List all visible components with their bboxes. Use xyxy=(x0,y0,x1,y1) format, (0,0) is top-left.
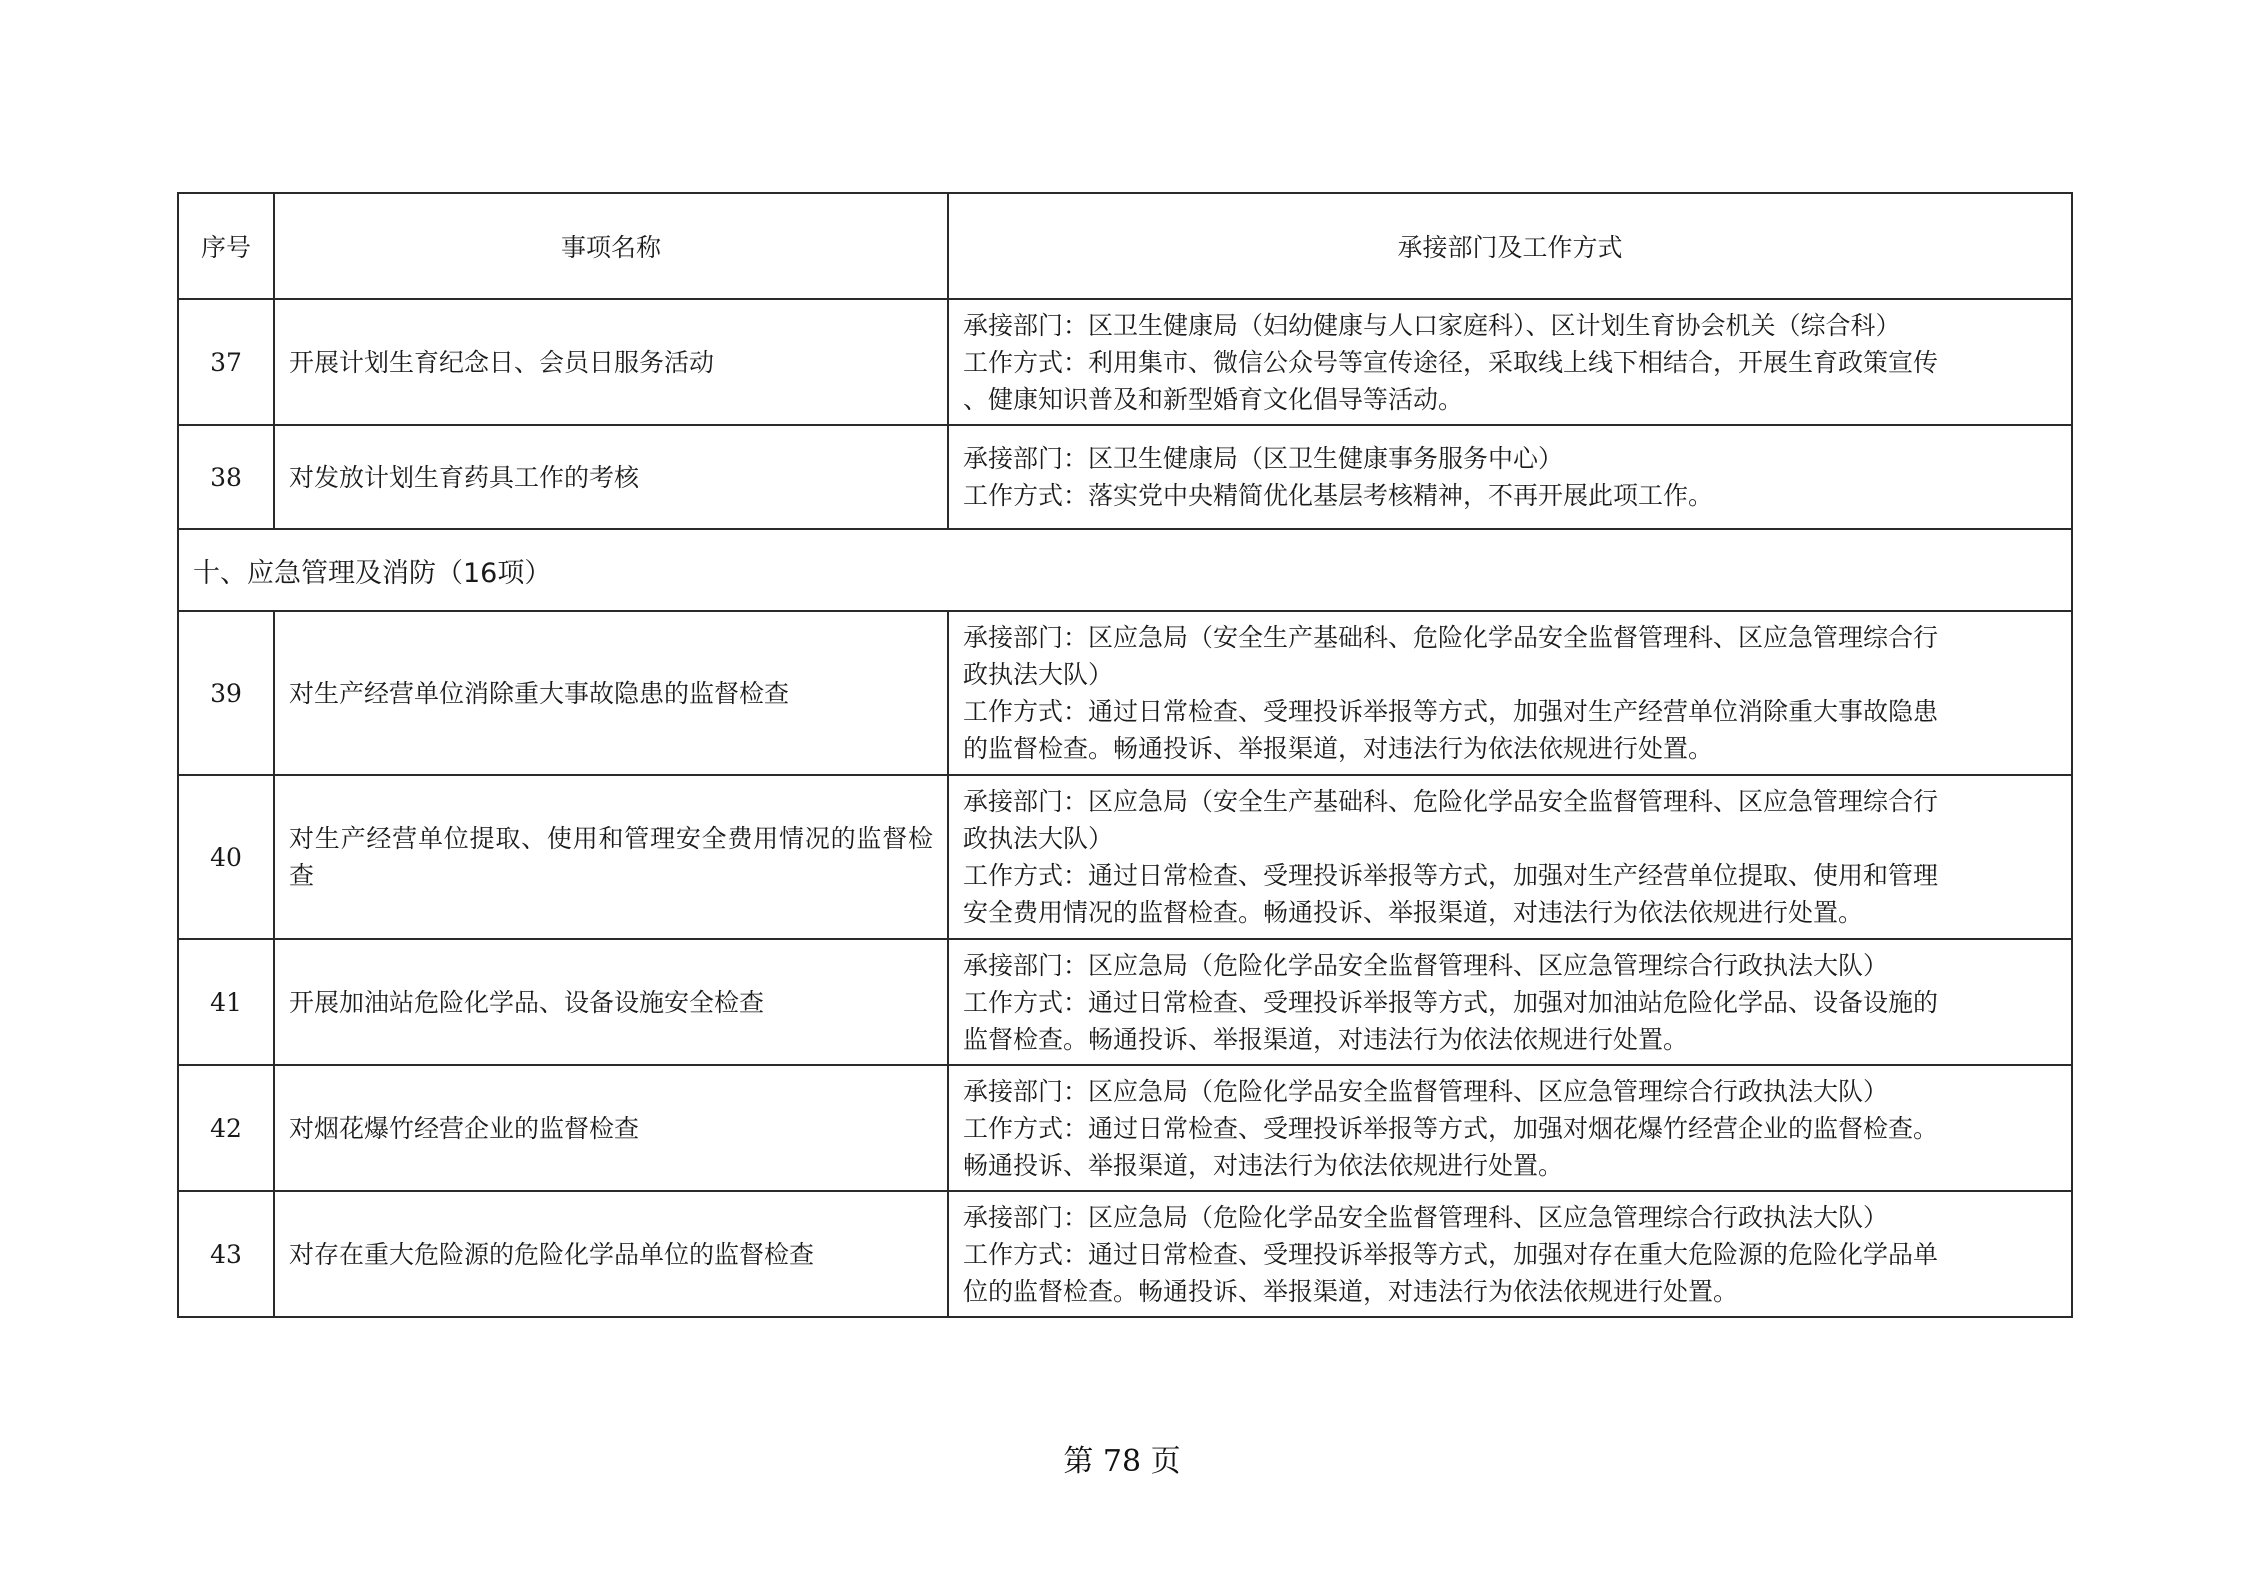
dept-line: 工作方式：利用集市、微信公众号等宣传途径，采取线上线下相结合，开展生育政策宣传 xyxy=(963,347,1939,377)
row-dept-and-method xyxy=(948,939,2072,1065)
dept-line: 安全费用情况的监督检查。畅通投诉、举报渠道，对违法行为依法依规进行处置。 xyxy=(963,898,1864,927)
dept-line: 工作方式：通过日常检查、受理投诉举报等方式，加强对生产经营单位提取、使用和管理 xyxy=(963,861,1939,890)
dept-line: 工作方式：落实党中央精简优化基层考核精神，不再开展此项工作。 xyxy=(963,481,1714,510)
header-dept: 承接部门及工作方式 xyxy=(948,193,2072,299)
row-matter-name: 开展加油站危险化学品、设备设施安全检查 xyxy=(274,939,948,1065)
table-row xyxy=(178,939,2072,1065)
table-header xyxy=(178,193,2072,299)
row-seq: 43 xyxy=(178,1191,274,1317)
dept-line: 工作方式：通过日常检查、受理投诉举报等方式，加强对生产经营单位消除重大事故隐患 xyxy=(963,697,1939,726)
row-matter-name: 对发放计划生育药具工作的考核 xyxy=(274,425,948,529)
dept-line: 政执法大队） xyxy=(963,660,1114,689)
dept-line: 承接部门：区应急局（危险化学品安全监督管理科、区应急管理综合行政执法大队） xyxy=(963,950,1889,980)
table-row xyxy=(178,1065,2072,1191)
dept-line: 畅通投诉、举报渠道，对违法行为依法依规进行处置。 xyxy=(963,1150,1564,1180)
row-matter-name: 对生产经营单位提取、使用和管理安全费用情况的监督检查 xyxy=(274,775,948,939)
row-dept-and-method xyxy=(948,299,2072,425)
dept-line: 、健康知识普及和新型婚育文化倡导等活动。 xyxy=(963,384,1464,414)
table-body-before-section xyxy=(178,299,2072,529)
dept-line: 承接部门：区应急局（危险化学品安全监督管理科、区应急管理综合行政执法大队） xyxy=(963,1076,1889,1106)
row-seq: 40 xyxy=(178,775,274,939)
row-dept-and-method xyxy=(948,425,2072,529)
row-dept-and-method xyxy=(948,775,2072,939)
header-seq: 序号 xyxy=(178,193,274,299)
dept-line: 承接部门：区应急局（安全生产基础科、危险化学品安全监督管理科、区应急管理综合行 xyxy=(963,787,1939,816)
row-seq: 38 xyxy=(178,425,274,529)
row-dept-and-method xyxy=(948,1065,2072,1191)
table-row xyxy=(178,1191,2072,1317)
header-row xyxy=(178,193,2072,299)
row-matter-name: 对生产经营单位消除重大事故隐患的监督检查 xyxy=(274,611,948,775)
dept-line: 工作方式：通过日常检查、受理投诉举报等方式，加强对烟花爆竹经营企业的监督检查。 xyxy=(963,1113,1939,1143)
page-number: 第 78 页 xyxy=(1063,1444,1181,1479)
dept-line: 政执法大队） xyxy=(963,824,1114,853)
dept-line: 承接部门：区卫生健康局（妇幼健康与人口家庭科）、区计划生育协会机关（综合科） xyxy=(963,310,1901,340)
section-row xyxy=(178,529,2072,611)
dept-line: 位的监督检查。畅通投诉、举报渠道，对违法行为依法依规进行处置。 xyxy=(963,1276,1739,1306)
row-dept-and-method xyxy=(948,1191,2072,1317)
dept-line: 承接部门：区应急局（安全生产基础科、危险化学品安全监督管理科、区应急管理综合行 xyxy=(963,623,1939,652)
table-row xyxy=(178,775,2072,939)
row-seq: 39 xyxy=(178,611,274,775)
row-seq: 41 xyxy=(178,939,274,1065)
table-section xyxy=(178,529,2072,611)
row-matter-name: 对烟花爆竹经营企业的监督检查 xyxy=(274,1065,948,1191)
dept-line: 承接部门：区应急局（危险化学品安全监督管理科、区应急管理综合行政执法大队） xyxy=(963,1202,1889,1232)
dept-line: 的监督检查。畅通投诉、举报渠道，对违法行为依法依规进行处置。 xyxy=(963,734,1714,763)
row-matter-name: 对存在重大危险源的危险化学品单位的监督检查 xyxy=(274,1191,948,1317)
dept-line: 监督检查。畅通投诉、举报渠道，对违法行为依法依规进行处置。 xyxy=(963,1024,1689,1054)
matters-table xyxy=(177,192,2073,1318)
table-body-after-section xyxy=(178,611,2072,1317)
header-name: 事项名称 xyxy=(274,193,948,299)
section-title: 十、应急管理及消防（16项） xyxy=(178,529,2072,611)
dept-line: 工作方式：通过日常检查、受理投诉举报等方式，加强对存在重大危险源的危险化学品单 xyxy=(963,1239,1939,1269)
row-matter-name: 开展计划生育纪念日、会员日服务活动 xyxy=(274,299,948,425)
row-seq: 42 xyxy=(178,1065,274,1191)
table-row xyxy=(178,299,2072,425)
table-row xyxy=(178,611,2072,775)
row-seq: 37 xyxy=(178,299,274,425)
dept-line: 工作方式：通过日常检查、受理投诉举报等方式，加强对加油站危险化学品、设备设施的 xyxy=(963,987,1939,1017)
table-row xyxy=(178,425,2072,529)
dept-line: 承接部门：区卫生健康局（区卫生健康事务服务中心） xyxy=(963,444,1564,473)
row-dept-and-method xyxy=(948,611,2072,775)
